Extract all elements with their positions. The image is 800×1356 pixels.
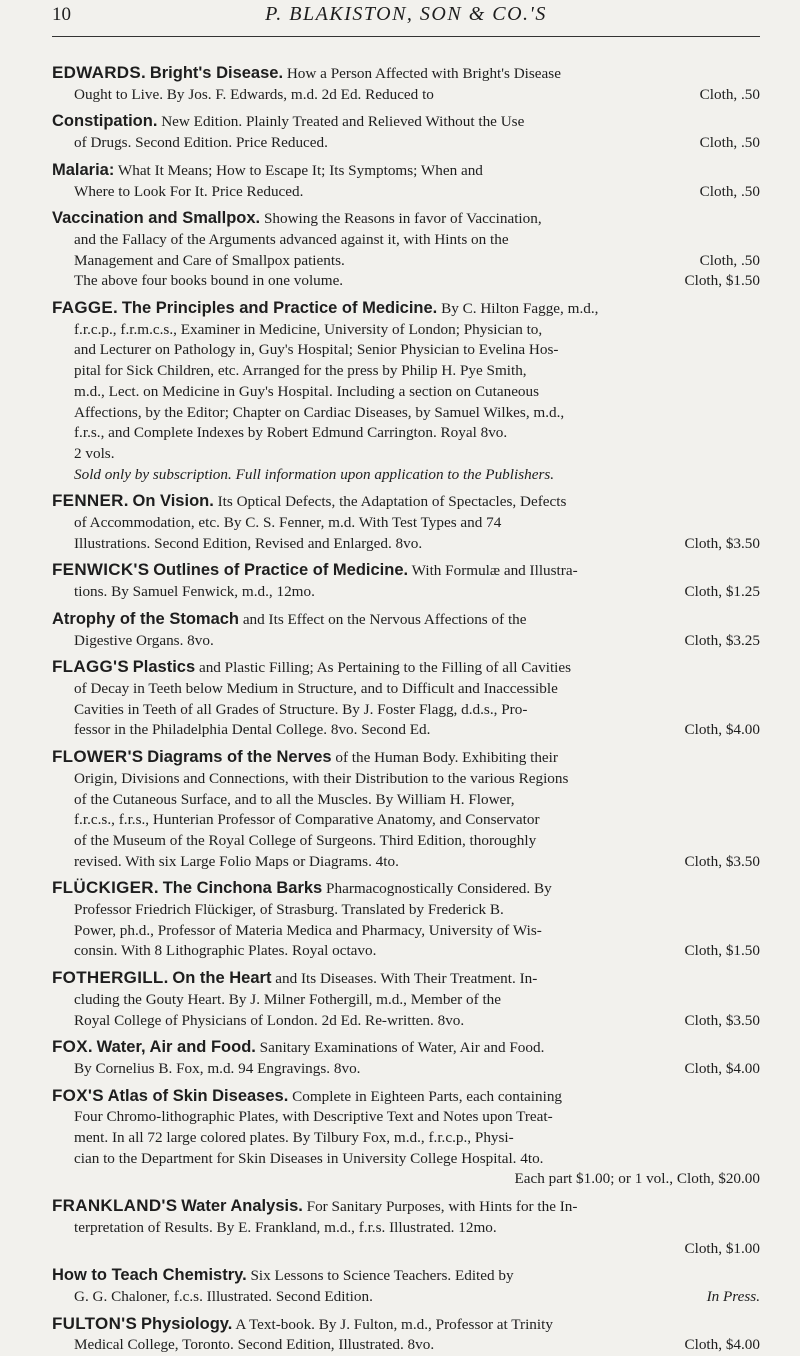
entry-line xyxy=(52,1149,760,1170)
entry-title: Physiology. xyxy=(140,1314,233,1333)
entry-text: f.r.c.p., f.r.m.c.s., Examiner in Medicine, University of London; Physician to, xyxy=(74,320,543,338)
entry-line xyxy=(52,382,760,403)
entry-price: Cloth, $3.25 xyxy=(684,631,760,649)
catalog-entry xyxy=(52,160,760,202)
entry-text: consin. With 8 Lithographic Plates. Royal octavo. xyxy=(74,942,377,960)
entry-line xyxy=(52,208,760,230)
entry-text: f.r.c.s., f.r.s., Hunterian Professor of Comparative Anatomy, and Conservator xyxy=(74,811,540,829)
entry-price: Cloth, $3.50 xyxy=(684,852,760,870)
entry-text: For Sanitary Purposes, with Hints for the In- xyxy=(306,1198,578,1216)
catalog-entry xyxy=(52,111,760,153)
entry-text: Where to Look For It. Price Reduced. xyxy=(74,182,304,200)
entry-text: Illustrations. Second Edition, Revised and Enlarged. 8vo. xyxy=(74,534,423,552)
catalog-entries xyxy=(52,63,760,1356)
entry-title: Bright's Disease. xyxy=(149,64,284,82)
entry-line xyxy=(52,361,760,382)
entry-title: Water, Air and Food. xyxy=(96,1038,256,1057)
entry-author: FLAGG'S xyxy=(52,657,129,677)
entry-text: and Plastic Filling; As Pertaining to the Filling of all Cavities xyxy=(198,659,572,677)
entry-line xyxy=(52,810,760,831)
entry-line xyxy=(52,1218,760,1239)
entry-line xyxy=(52,921,760,942)
entry-text: f.r.s., and Complete Indexes by Robert Edmund Carrington. Royal 8vo. xyxy=(74,424,508,442)
entry-price: Cloth, .50 xyxy=(699,251,760,269)
entry-line xyxy=(52,513,760,534)
entry-text: Origin, Divisions and Connections, with their Distribution to the various Regions xyxy=(74,769,569,787)
entry-author: FOTHERGILL. xyxy=(52,968,169,988)
entry-title: The Principles and Practice of Medicine. xyxy=(121,299,438,318)
catalog-entry xyxy=(52,1265,760,1307)
entry-title: On the Heart xyxy=(172,969,272,988)
entry-line xyxy=(52,63,760,85)
entry-text: Cavities in Teeth of all Grades of Structure. By J. Foster Flagg, d.d.s., Pro- xyxy=(74,700,528,718)
catalog-entry xyxy=(52,747,760,872)
catalog-entry xyxy=(52,208,760,292)
entry-price: Cloth, $4.00 xyxy=(684,1059,760,1077)
entry-author: FULTON'S xyxy=(52,1313,138,1333)
entry-title: Atlas of Skin Diseases. xyxy=(107,1086,289,1105)
entry-text: cluding the Gouty Heart. By J. Milner Fothergill, m.d., Member of the xyxy=(74,990,502,1008)
entry-title: Plastics xyxy=(132,658,196,677)
entry-line xyxy=(52,900,760,921)
entry-line xyxy=(52,720,760,741)
entry-author: FOX. xyxy=(52,1037,93,1057)
entry-text: cian to the Department for Skin Diseases in University College Hospital. 4to. xyxy=(74,1149,544,1167)
entry-text: Four Chromo-lithographic Plates, with Descriptive Text and Notes upon Treat- xyxy=(74,1108,553,1126)
entry-text: What It Means; How to Escape It; Its Symptoms; When and xyxy=(117,161,483,179)
catalog-entry xyxy=(52,609,760,651)
entry-line xyxy=(52,878,760,900)
entry-text: m.d., Lect. on Medicine in Guy's Hospital. Including a section on Cutaneous xyxy=(74,382,540,400)
entry-line xyxy=(52,251,760,272)
entry-text: Royal College of Physicians of London. 2d Ed. Re-written. 8vo. xyxy=(74,1011,465,1029)
entry-price: Cloth, $3.50 xyxy=(684,534,760,552)
entry-author: FAGGE. xyxy=(52,298,119,318)
entry-text: The above four books bound in one volume. xyxy=(74,272,344,290)
entry-line xyxy=(52,230,760,251)
catalog-entry xyxy=(52,878,760,962)
entry-price: Cloth, .50 xyxy=(699,134,760,152)
entry-author: EDWARDS. xyxy=(52,63,147,82)
entry-text: Ought to Live. By Jos. F. Edwards, m.d. 2d Ed. Reduced to xyxy=(74,85,434,103)
entry-text: Affections, by the Editor; Chapter on Cardiac Diseases, by Samuel Wilkes, m.d., xyxy=(74,403,565,421)
entry-text: and the Fallacy of the Arguments advanced against it, with Hints on the xyxy=(74,230,509,248)
entry-line xyxy=(52,403,760,424)
entry-line xyxy=(52,631,760,652)
entry-text: By Cornelius B. Fox, m.d. 94 Engravings. 8vo. xyxy=(74,1059,361,1077)
entry-text: Digestive Organs. 8vo. xyxy=(74,631,214,649)
entry-line xyxy=(52,423,760,444)
entry-text: Power, ph.d., Professor of Materia Medica and Pharmacy, University of Wis- xyxy=(74,921,542,939)
entry-price: Cloth, .50 xyxy=(699,85,760,103)
entry-line xyxy=(52,444,760,465)
entry-author: FENNER. xyxy=(52,491,129,511)
entry-line xyxy=(52,852,760,873)
entry-text: Management and Care of Smallpox patients. xyxy=(74,251,345,269)
entry-text: Medical College, Toronto. Second Edition, Illustrated. 8vo. xyxy=(74,1336,435,1354)
entry-line xyxy=(52,1086,760,1108)
page-number: 10 xyxy=(52,4,71,25)
entry-price: Cloth, .50 xyxy=(699,182,760,200)
entry-text: By C. Hilton Fagge, m.d., xyxy=(441,300,599,318)
entry-line xyxy=(52,790,760,811)
entry-author: FENWICK'S xyxy=(52,560,150,580)
entry-author: FLOWER'S xyxy=(52,747,144,767)
entry-price: Each part $1.00; or 1 vol., Cloth, $20.00 xyxy=(514,1170,760,1188)
entry-text: pital for Sick Children, etc. Arranged for the press by Philip H. Pye Smith, xyxy=(74,362,527,380)
entry-title: Constipation. xyxy=(52,112,158,131)
entry-title: Malaria: xyxy=(52,160,115,179)
entry-author: FRANKLAND'S xyxy=(52,1196,178,1216)
catalog-entry xyxy=(52,298,760,485)
entry-text: revised. With six Large Folio Maps or Diagrams. 4to. xyxy=(74,852,399,870)
entry-price: Cloth, $1.50 xyxy=(684,942,760,960)
entry-title: Diagrams of the Nerves xyxy=(147,748,332,767)
entry-line xyxy=(52,1011,760,1032)
entry-line xyxy=(52,990,760,1011)
entry-text: Six Lessons to Science Teachers. Edited by xyxy=(250,1267,514,1285)
entry-text: How a Person Affected with Bright's Disease xyxy=(286,65,561,82)
entry-title: Vaccination and Smallpox. xyxy=(52,209,261,228)
entry-price: Cloth, $3.50 xyxy=(684,1011,760,1029)
catalog-entry xyxy=(52,560,760,602)
entry-text: 2 vols. xyxy=(74,444,115,462)
entry-line xyxy=(52,160,760,182)
entry-title: Outlines of Practice of Medicine. xyxy=(153,561,409,580)
entry-title: On Vision. xyxy=(132,492,214,511)
entry-line xyxy=(52,298,760,320)
entry-text: Professor Friedrich Flückiger, of Strasburg. Translated by Frederick B. xyxy=(74,901,504,919)
entry-line xyxy=(52,560,760,582)
catalog-entry xyxy=(52,1196,760,1259)
entry-author: FOX'S xyxy=(52,1085,104,1105)
entry-text: tions. By Samuel Fenwick, m.d., 12mo. xyxy=(74,583,315,601)
entry-line xyxy=(52,831,760,852)
entry-line xyxy=(52,1128,760,1149)
entry-line xyxy=(52,491,760,513)
entry-line xyxy=(52,1037,760,1059)
entry-line xyxy=(52,700,760,721)
entry-text: New Edition. Plainly Treated and Relieved Without the Use xyxy=(161,113,525,131)
entry-line xyxy=(52,182,760,203)
entry-title: How to Teach Chemistry. xyxy=(52,1266,247,1285)
entry-text: of the Human Body. Exhibiting their xyxy=(335,749,558,767)
catalog-entry xyxy=(52,63,760,105)
entry-line xyxy=(52,747,760,769)
entry-title: Water Analysis. xyxy=(181,1197,303,1216)
entry-line xyxy=(52,111,760,133)
entry-price: Cloth, $4.00 xyxy=(684,721,760,739)
entry-text: and Its Effect on the Nervous Affections of the xyxy=(242,610,527,628)
entry-line xyxy=(52,320,760,341)
entry-line xyxy=(52,1169,760,1190)
entry-line xyxy=(52,582,760,603)
entry-text: terpretation of Results. By E. Frankland, m.d., f.r.s. Illustrated. 12mo. xyxy=(74,1218,497,1236)
entry-text: of Accommodation, etc. By C. S. Fenner, m.d. With Test Types and 74 xyxy=(74,514,502,532)
entry-price: Cloth, $1.00 xyxy=(684,1239,760,1257)
entry-line xyxy=(52,941,760,962)
catalog-entry xyxy=(52,1314,760,1356)
entry-line xyxy=(52,769,760,790)
entry-line xyxy=(52,465,760,486)
entry-text: Its Optical Defects, the Adaptation of Spectacles, Defects xyxy=(217,493,567,511)
entry-price: Cloth, $1.25 xyxy=(684,583,760,601)
catalog-entry xyxy=(52,657,760,741)
catalog-entry xyxy=(52,1037,760,1079)
entry-line xyxy=(52,1059,760,1080)
page-header xyxy=(52,0,760,37)
entry-text: of the Museum of the Royal College of Surgeons. Third Edition, thoroughly xyxy=(74,831,537,849)
entry-line xyxy=(52,1196,760,1218)
entry-line xyxy=(52,679,760,700)
entry-line xyxy=(52,1314,760,1336)
entry-status: In Press. xyxy=(706,1287,760,1305)
entry-text: fessor in the Philadelphia Dental College. 8vo. Second Ed. xyxy=(74,721,431,739)
entry-text: ment. In all 72 large colored plates. By Tilbury Fox, m.d., f.r.c.p., Physi- xyxy=(74,1129,514,1147)
entry-text: G. G. Chaloner, f.c.s. Illustrated. Second Edition. xyxy=(74,1287,373,1305)
entry-price: Cloth, $4.00 xyxy=(684,1336,760,1354)
entry-line xyxy=(52,657,760,679)
entry-note: Sold only by subscription. Full information upon application to the Publishers. xyxy=(74,465,555,483)
running-head: P. BLAKISTON, SON & CO.'S xyxy=(265,3,547,25)
entry-line xyxy=(52,534,760,555)
catalog-entry xyxy=(52,968,760,1031)
entry-text: Complete in Eighteen Parts, each containing xyxy=(292,1087,563,1105)
entry-line xyxy=(52,340,760,361)
entry-text: of Drugs. Second Edition. Price Reduced. xyxy=(74,134,328,152)
entry-line xyxy=(52,1287,760,1308)
entry-line xyxy=(52,1265,760,1287)
entry-text: and Lecturer on Pathology in, Guy's Hospital; Senior Physician to Evelina Hos- xyxy=(74,341,559,359)
entry-text: A Text-book. By J. Fulton, m.d., Professor at Trinity xyxy=(235,1315,553,1333)
entry-text: With Formulæ and Illustra- xyxy=(411,562,578,580)
entry-line xyxy=(52,271,760,292)
catalog-entry xyxy=(52,1086,760,1191)
catalog-entry xyxy=(52,491,760,554)
entry-line xyxy=(52,968,760,990)
entry-text: of the Cutaneous Surface, and to all the Muscles. By William H. Flower, xyxy=(74,790,515,808)
entry-title: Atrophy of the Stomach xyxy=(52,609,240,628)
entry-text: Showing the Reasons in favor of Vaccination, xyxy=(263,210,542,228)
entry-title: The Cinchona Barks xyxy=(162,879,323,898)
entry-text: Pharmacognostically Considered. By xyxy=(326,880,552,898)
entry-text: and Its Diseases. With Their Treatment. In- xyxy=(275,970,538,988)
entry-line xyxy=(52,1239,760,1260)
entry-line xyxy=(52,609,760,631)
entry-line xyxy=(52,133,760,154)
entry-price: Cloth, $1.50 xyxy=(684,272,760,290)
entry-text: Sanitary Examinations of Water, Air and Food. xyxy=(259,1039,545,1057)
entry-author: FLÜCKIGER. xyxy=(52,878,159,898)
entry-line xyxy=(52,85,760,106)
entry-line xyxy=(52,1107,760,1128)
entry-text: of Decay in Teeth below Medium in Structure, and to Difficult and Inaccessible xyxy=(74,679,558,697)
